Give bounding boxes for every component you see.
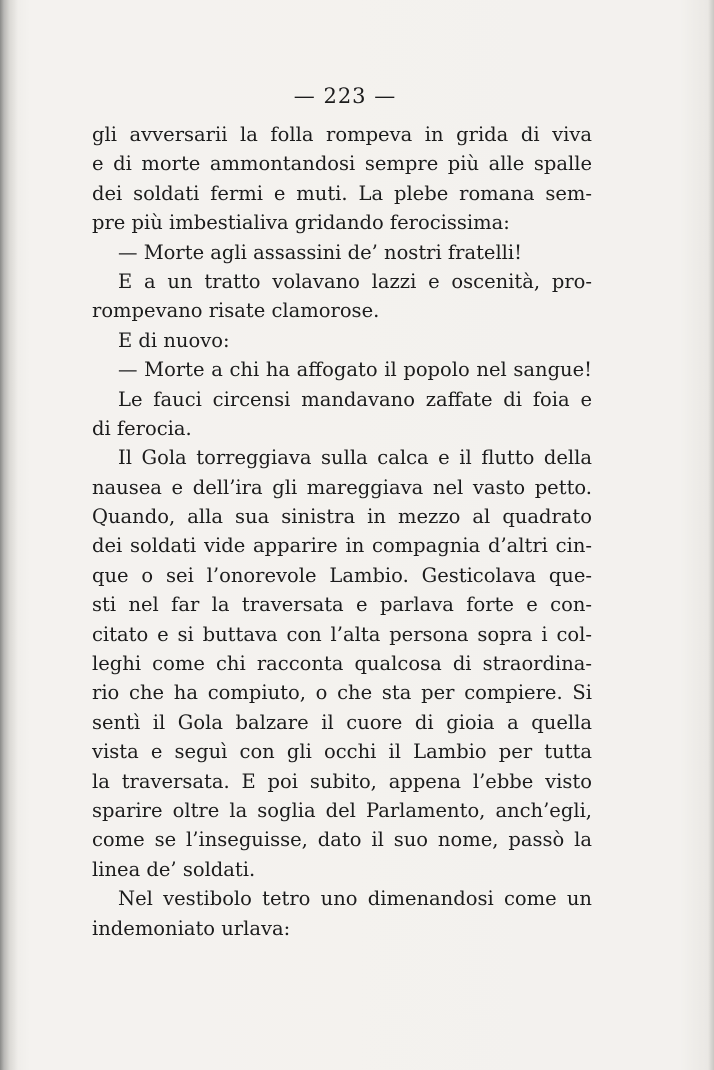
text-line: e di morte ammontandosi sempre più alle spalle xyxy=(92,152,592,176)
text-line: rio che ha compiuto, o che sta per compiere. Si xyxy=(92,681,592,705)
text-line: dei soldati vide apparire in compagnia d’altri cin- xyxy=(92,534,592,558)
text-line: leghi come chi racconta qualcosa di straordina- xyxy=(92,652,592,676)
text-line: come se l’inseguisse, dato il suo nome, passò la xyxy=(92,828,592,852)
text-line: citato e si buttava con l’alta persona sopra i col- xyxy=(92,622,592,646)
text-line: linea de’ soldati. xyxy=(92,857,256,881)
text-line: di ferocia. xyxy=(92,416,192,440)
text-line: sti nel far la traversata e parlava forte e con- xyxy=(92,593,592,617)
text-line: rompevano risate clamorose. xyxy=(92,299,380,323)
page-number: — 223 — xyxy=(293,84,397,108)
text-line: — Morte agli assassini de’ nostri fratelli! xyxy=(118,240,522,264)
text-line: Il Gola torreggiava sulla calca e il flutto della xyxy=(118,446,592,470)
body-text xyxy=(92,120,592,943)
text-line: nausea e dell’ira gli mareggiava nel vasto petto. xyxy=(92,475,592,499)
text-line: vista e seguì con gli occhi il Lambio per tutta xyxy=(92,740,592,764)
page-edge-shadow xyxy=(708,0,714,1070)
page-binding-shadow xyxy=(0,0,18,1070)
text-line: sentì il Gola balzare il cuore di gioia a quella xyxy=(92,710,592,734)
text-line: — Morte a chi ha affogato il popolo nel sangue! xyxy=(118,358,592,382)
text-line: E di nuovo: xyxy=(118,328,230,352)
text-line: Nel vestibolo tetro uno dimenandosi come un xyxy=(118,887,592,911)
text-line: pre più imbestialiva gridando ferocissima: xyxy=(92,211,510,235)
text-line: E a un tratto volavano lazzi e oscenità, pro- xyxy=(118,269,592,293)
text-line: la traversata. E poi subito, appena l’ebbe visto xyxy=(92,769,592,793)
text-line: sparire oltre la soglia del Parlamento, anch’egli, xyxy=(92,798,592,822)
text-line: Quando, alla sua sinistra in mezzo al quadrato xyxy=(92,505,592,529)
text-line: que o sei l’onorevole Lambio. Gesticolava que- xyxy=(92,563,592,587)
text-line: indemoniato urlava: xyxy=(92,916,291,940)
text-line: dei soldati fermi e muti. La plebe romana sem- xyxy=(92,181,592,205)
text-line: Le fauci circensi mandavano zaffate di foia e xyxy=(118,387,592,411)
text-line: gli avversarii la folla rompeva in grida di viva xyxy=(92,123,592,146)
